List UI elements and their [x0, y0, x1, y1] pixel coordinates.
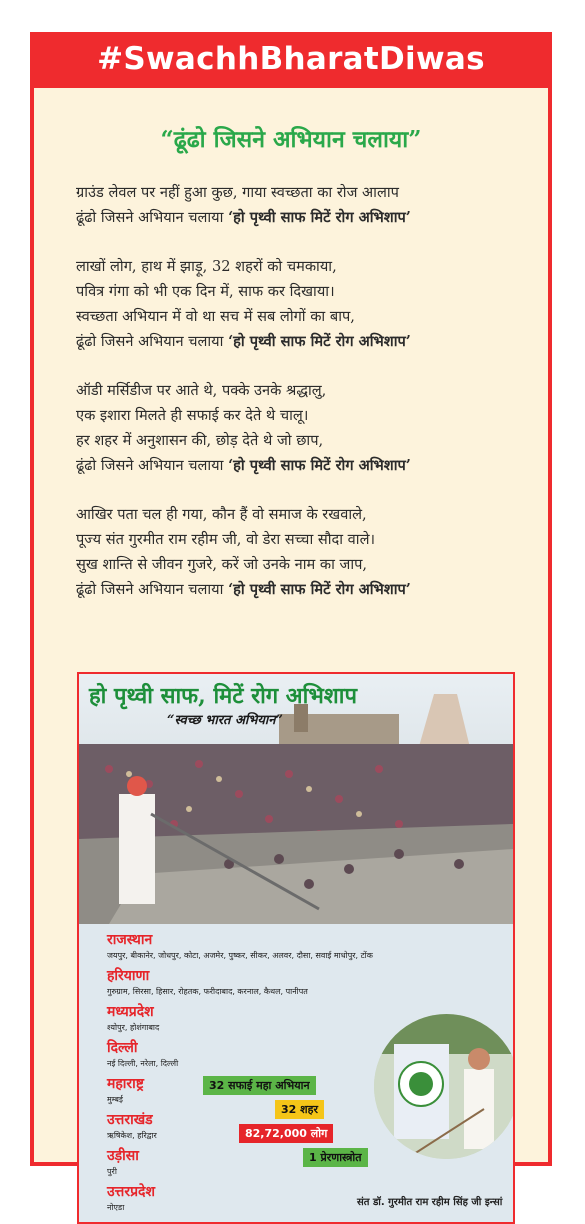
poem-line: स्वच्छता अभियान में वो था सच में सब लोगों का बाप, — [76, 308, 355, 325]
poem-line: लाखों लोग, हाथ में झाड़ू, 32 शहरों को चमकाया, — [76, 258, 337, 275]
poem-line: ढूंढो जिसने अभियान चलाया ‘हो पृथ्वी साफ मिटें रोग अभिशाप’ — [76, 581, 411, 598]
state-entry — [107, 1110, 157, 1141]
state-entry — [107, 1038, 178, 1069]
refrain: ‘हो पृथ्वी साफ मिटें रोग अभिशाप’ — [228, 209, 411, 226]
poster-body — [34, 88, 548, 1212]
state-name: उत्तरप्रदेश — [107, 1184, 155, 1200]
stat-campaigns: 32 सफाई महा अभियान — [203, 1076, 316, 1095]
state-name: उत्तराखंड — [107, 1112, 153, 1128]
poem-line: ऑडी मर्सिडीज पर आते थे, पक्के उनके श्रद्धालु, — [76, 382, 327, 399]
hashtag-header — [30, 32, 552, 86]
state-cities: श्योपुर, होशंगाबाद — [107, 1023, 160, 1032]
stat-cities: 32 शहर — [275, 1100, 324, 1119]
state-name: दिल्ली — [107, 1040, 138, 1056]
poem-title: “ढूंढो जिसने अभियान चलाया” — [160, 126, 422, 153]
poem-line: आखिर पता चल ही गया, कौन हैं वो समाज के रखवाले, — [76, 506, 367, 523]
state-entry — [107, 1146, 139, 1177]
crowd-photo — [79, 674, 513, 924]
saint-photo — [374, 1014, 515, 1159]
state-entry — [107, 930, 373, 961]
state-entry — [107, 1002, 159, 1033]
state-cities: जयपुर, बीकानेर, जोधपुर, कोटा, अजमेर, पुष्कर, सीकर, अलवर, दौसा, सवाई माधोपुर, टोंक — [107, 951, 373, 960]
state-cities: गुरुग्राम, सिरसा, हिसार, रोहतक, फरीदाबाद, करनाल, कैथल, पानीपत — [107, 987, 308, 996]
hashtag-text: #SwachhBharatDiwas — [97, 41, 485, 77]
state-name: राजस्थान — [107, 932, 153, 948]
poem-line: पवित्र गंगा को भी एक दिन में, साफ कर दिखाया। — [76, 283, 335, 300]
campaign-banner — [77, 672, 515, 1224]
banner-title: हो पृथ्वी साफ, मिटें रोग अभिशाप — [89, 683, 357, 709]
state-entry — [107, 1074, 144, 1105]
state-name: हरियाणा — [107, 968, 150, 984]
state-entry — [107, 966, 308, 997]
poster-frame — [30, 32, 552, 1212]
state-cities: ऋषिकेश, हरिद्वार — [107, 1131, 157, 1140]
poem-line: ग्राउंड लेवल पर नहीं हुआ कुछ, गाया स्वच्छता का रोज आलाप — [76, 184, 399, 201]
stat-people: 82,72,000 लोग — [239, 1124, 333, 1143]
state-cities: मुम्बई — [107, 1095, 123, 1104]
poem-line: सुख शान्ति से जीवन गुजरे, करें जो उनके नाम का जाप, — [76, 556, 368, 573]
state-cities: पुरी — [107, 1167, 117, 1176]
banner-subtitle: “स्वच्छ भारत अभियान” — [167, 713, 283, 728]
refrain: ‘हो पृथ्वी साफ मिटें रोग अभिशाप’ — [228, 581, 411, 598]
state-name: महाराष्ट्र — [107, 1076, 144, 1092]
refrain: ‘हो पृथ्वी साफ मिटें रोग अभिशाप’ — [228, 333, 411, 350]
poem-line: हर शहर में अनुशासन की, छोड़ देते थे जो छाप, — [76, 432, 324, 449]
poem-line: एक इशारा मिलते ही सफाई कर देते थे चालू। — [76, 407, 309, 424]
refrain: ‘हो पृथ्वी साफ मिटें रोग अभिशाप’ — [228, 457, 411, 474]
state-cities: नोएडा — [107, 1203, 125, 1212]
poem-line: ढूंढो जिसने अभियान चलाया ‘हो पृथ्वी साफ मिटें रोग अभिशाप’ — [76, 333, 411, 350]
poem-line: ढूंढो जिसने अभियान चलाया ‘हो पृथ्वी साफ मिटें रोग अभिशाप’ — [76, 209, 411, 226]
state-cities: नई दिल्ली, नरेला, दिल्ली — [107, 1059, 179, 1068]
poem-body — [76, 180, 536, 602]
stat-inspiration: 1 प्रेरणास्त्रोत — [303, 1148, 368, 1167]
signature-caption: संत डॉ. गुरमीत राम रहीम सिंह जी इन्सां — [357, 1197, 503, 1208]
state-name: उड़ीसा — [107, 1148, 139, 1164]
poem-line: पूज्य संत गुरमीत राम रहीम जी, वो डेरा सच्चा सौदा वाले। — [76, 531, 375, 548]
poem-line: ढूंढो जिसने अभियान चलाया ‘हो पृथ्वी साफ मिटें रोग अभिशाप’ — [76, 457, 411, 474]
state-entry — [107, 1182, 155, 1213]
state-name: मध्यप्रदेश — [107, 1004, 154, 1020]
